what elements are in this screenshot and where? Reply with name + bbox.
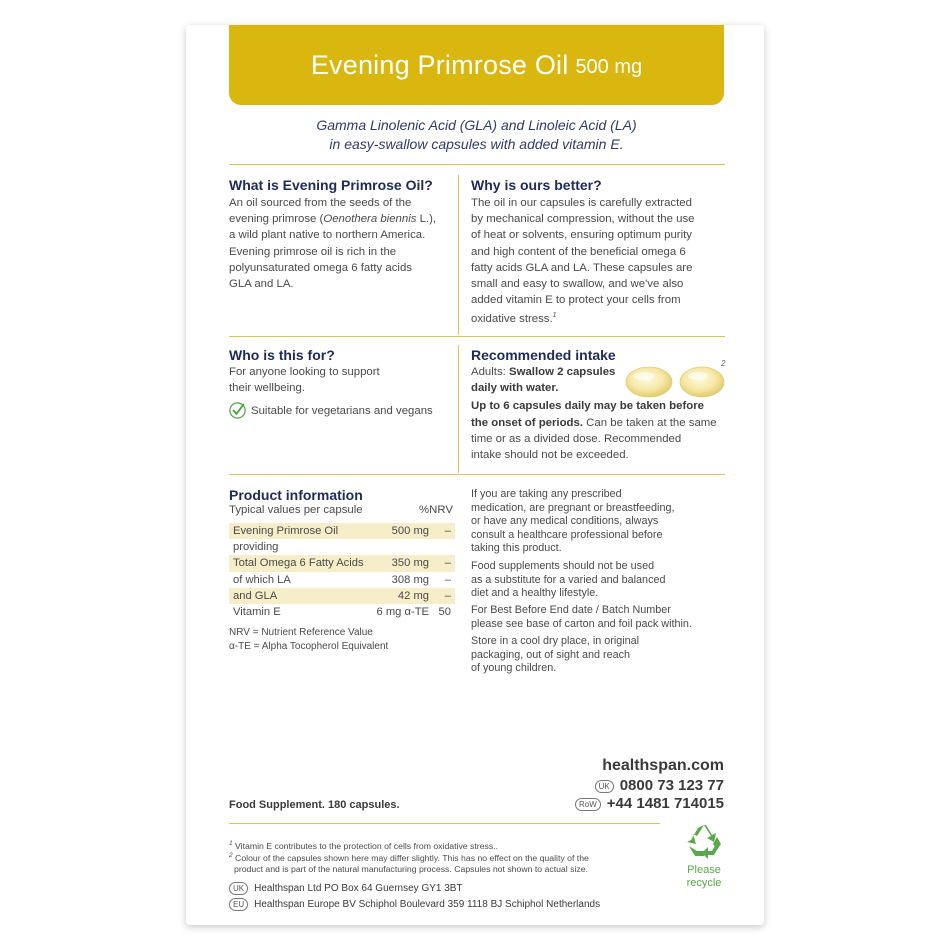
recycle-label: Please recycle	[686, 864, 722, 889]
product-dose: 500 mg	[575, 56, 643, 78]
intake-text: Adults: Swallow 2 capsules daily with water. Up to 6 capsules daily may be taken before the onset of periods. Can be taken at the same time or as a divided dose. Recommended intake should not be exceeded.	[471, 366, 717, 462]
uk-phone[interactable]: UK 0800 73 123 77	[595, 777, 724, 794]
product-info-sub: Typical values per capsule	[229, 504, 363, 516]
food-supplement-label: Food Supplement. 180 capsules.	[229, 799, 400, 811]
website-link[interactable]: healthspan.com	[602, 757, 724, 774]
who-text: For anyone looking to support their wellbeing.	[229, 366, 380, 395]
what-text: An oil sourced from the seeds of the evening primrose (Oenothera biennis L.), a wild plant native to northern America. Evening primrose oil is rich in the polyunsaturated omega 6 fatty acids GLA and LA.	[229, 197, 437, 291]
divider	[229, 823, 660, 824]
divider	[229, 474, 725, 475]
capsules-image	[622, 365, 728, 399]
title-banner	[229, 25, 724, 105]
divider	[458, 175, 459, 335]
who-heading: Who is this for?	[229, 347, 335, 363]
why-heading: Why is ours better?	[471, 177, 602, 193]
vegan-badge-text: Suitable for vegetarians and vegans	[251, 405, 433, 417]
footnote-2: $^2$ Colour of the capsules shown here may differ slightly. This has no effect on the quality of the product and is part of the natural manufacturing process. Capsules not shown to actual size.	[229, 852, 589, 874]
recycle-icon	[684, 822, 724, 862]
intake-heading: Recommended intake	[471, 347, 616, 363]
uk-address: UK Healthspan Ltd PO Box 64 Guernsey GY1 3BT	[229, 882, 463, 895]
table-row: Evening Primrose Oil 500 mg –	[229, 523, 455, 539]
table-row: of which LA 308 mg –	[233, 573, 451, 586]
nrv-notes: NRV = Nutrient Reference Value α-TE = Alpha Tocopherol Equivalent	[229, 627, 389, 652]
divider	[229, 164, 725, 165]
divider	[229, 336, 725, 337]
row-phone[interactable]: RoW +44 1481 714015	[575, 795, 724, 812]
table-row: providing	[233, 541, 279, 554]
capsule-footnote-ref: 2	[721, 359, 726, 368]
product-title: Evening Primrose Oil	[310, 49, 569, 80]
nrv-header: %NRV	[419, 504, 453, 516]
advice-para-2: Food supplements should not be used as a substitute for a varied and balanced diet and a healthy lifestyle.	[471, 560, 666, 600]
table-row: Total Omega 6 Fatty Acids 350 mg –	[229, 555, 455, 571]
advice-para-3: For Best Before End date / Batch Number please see base of carton and foil pack within.	[471, 604, 692, 630]
advice-para-4: Store in a cool dry place, in original packaging, out of sight and reach of young children.	[471, 635, 640, 675]
checkmark-icon	[229, 402, 246, 419]
eu-address: EU Healthspan Europe BV Schiphol Boulevard 359 1118 BJ Schiphol Netherlands	[229, 898, 600, 911]
subtitle	[229, 116, 724, 154]
product-info-heading: Product information	[229, 487, 363, 503]
why-text: The oil in our capsules is carefully extracted by mechanical compression, without the use of heat or solvents, ensuring optimum purity and high content of the beneficial omega 6 fatty acids GLA and LA. These capsules are small and easy to swallow, and we've also added vitamin E to protect your cells from oxidative stress.$^1$	[471, 197, 695, 326]
table-row: Vitamin E 6 mg α-TE 50	[233, 605, 451, 618]
footnote-1: $^1$ Vitamin E contributes to the protection of cells from oxidative stress..	[229, 840, 499, 851]
subtitle-line: Gamma Linolenic Acid (GLA) and Linoleic Acid (LA)	[316, 117, 637, 133]
table-row: and GLA 42 mg –	[229, 588, 455, 604]
what-heading: What is Evening Primrose Oil?	[229, 177, 433, 193]
divider	[458, 345, 459, 473]
advice-para-1: If you are taking any prescribed medication, are pregnant or breastfeeding, or have any medical conditions, always consult a healthcare professional before taking this product.	[471, 488, 675, 555]
nutrition-table	[229, 523, 455, 620]
subtitle-line: in easy-swallow capsules with added vitamin E.	[329, 136, 624, 152]
